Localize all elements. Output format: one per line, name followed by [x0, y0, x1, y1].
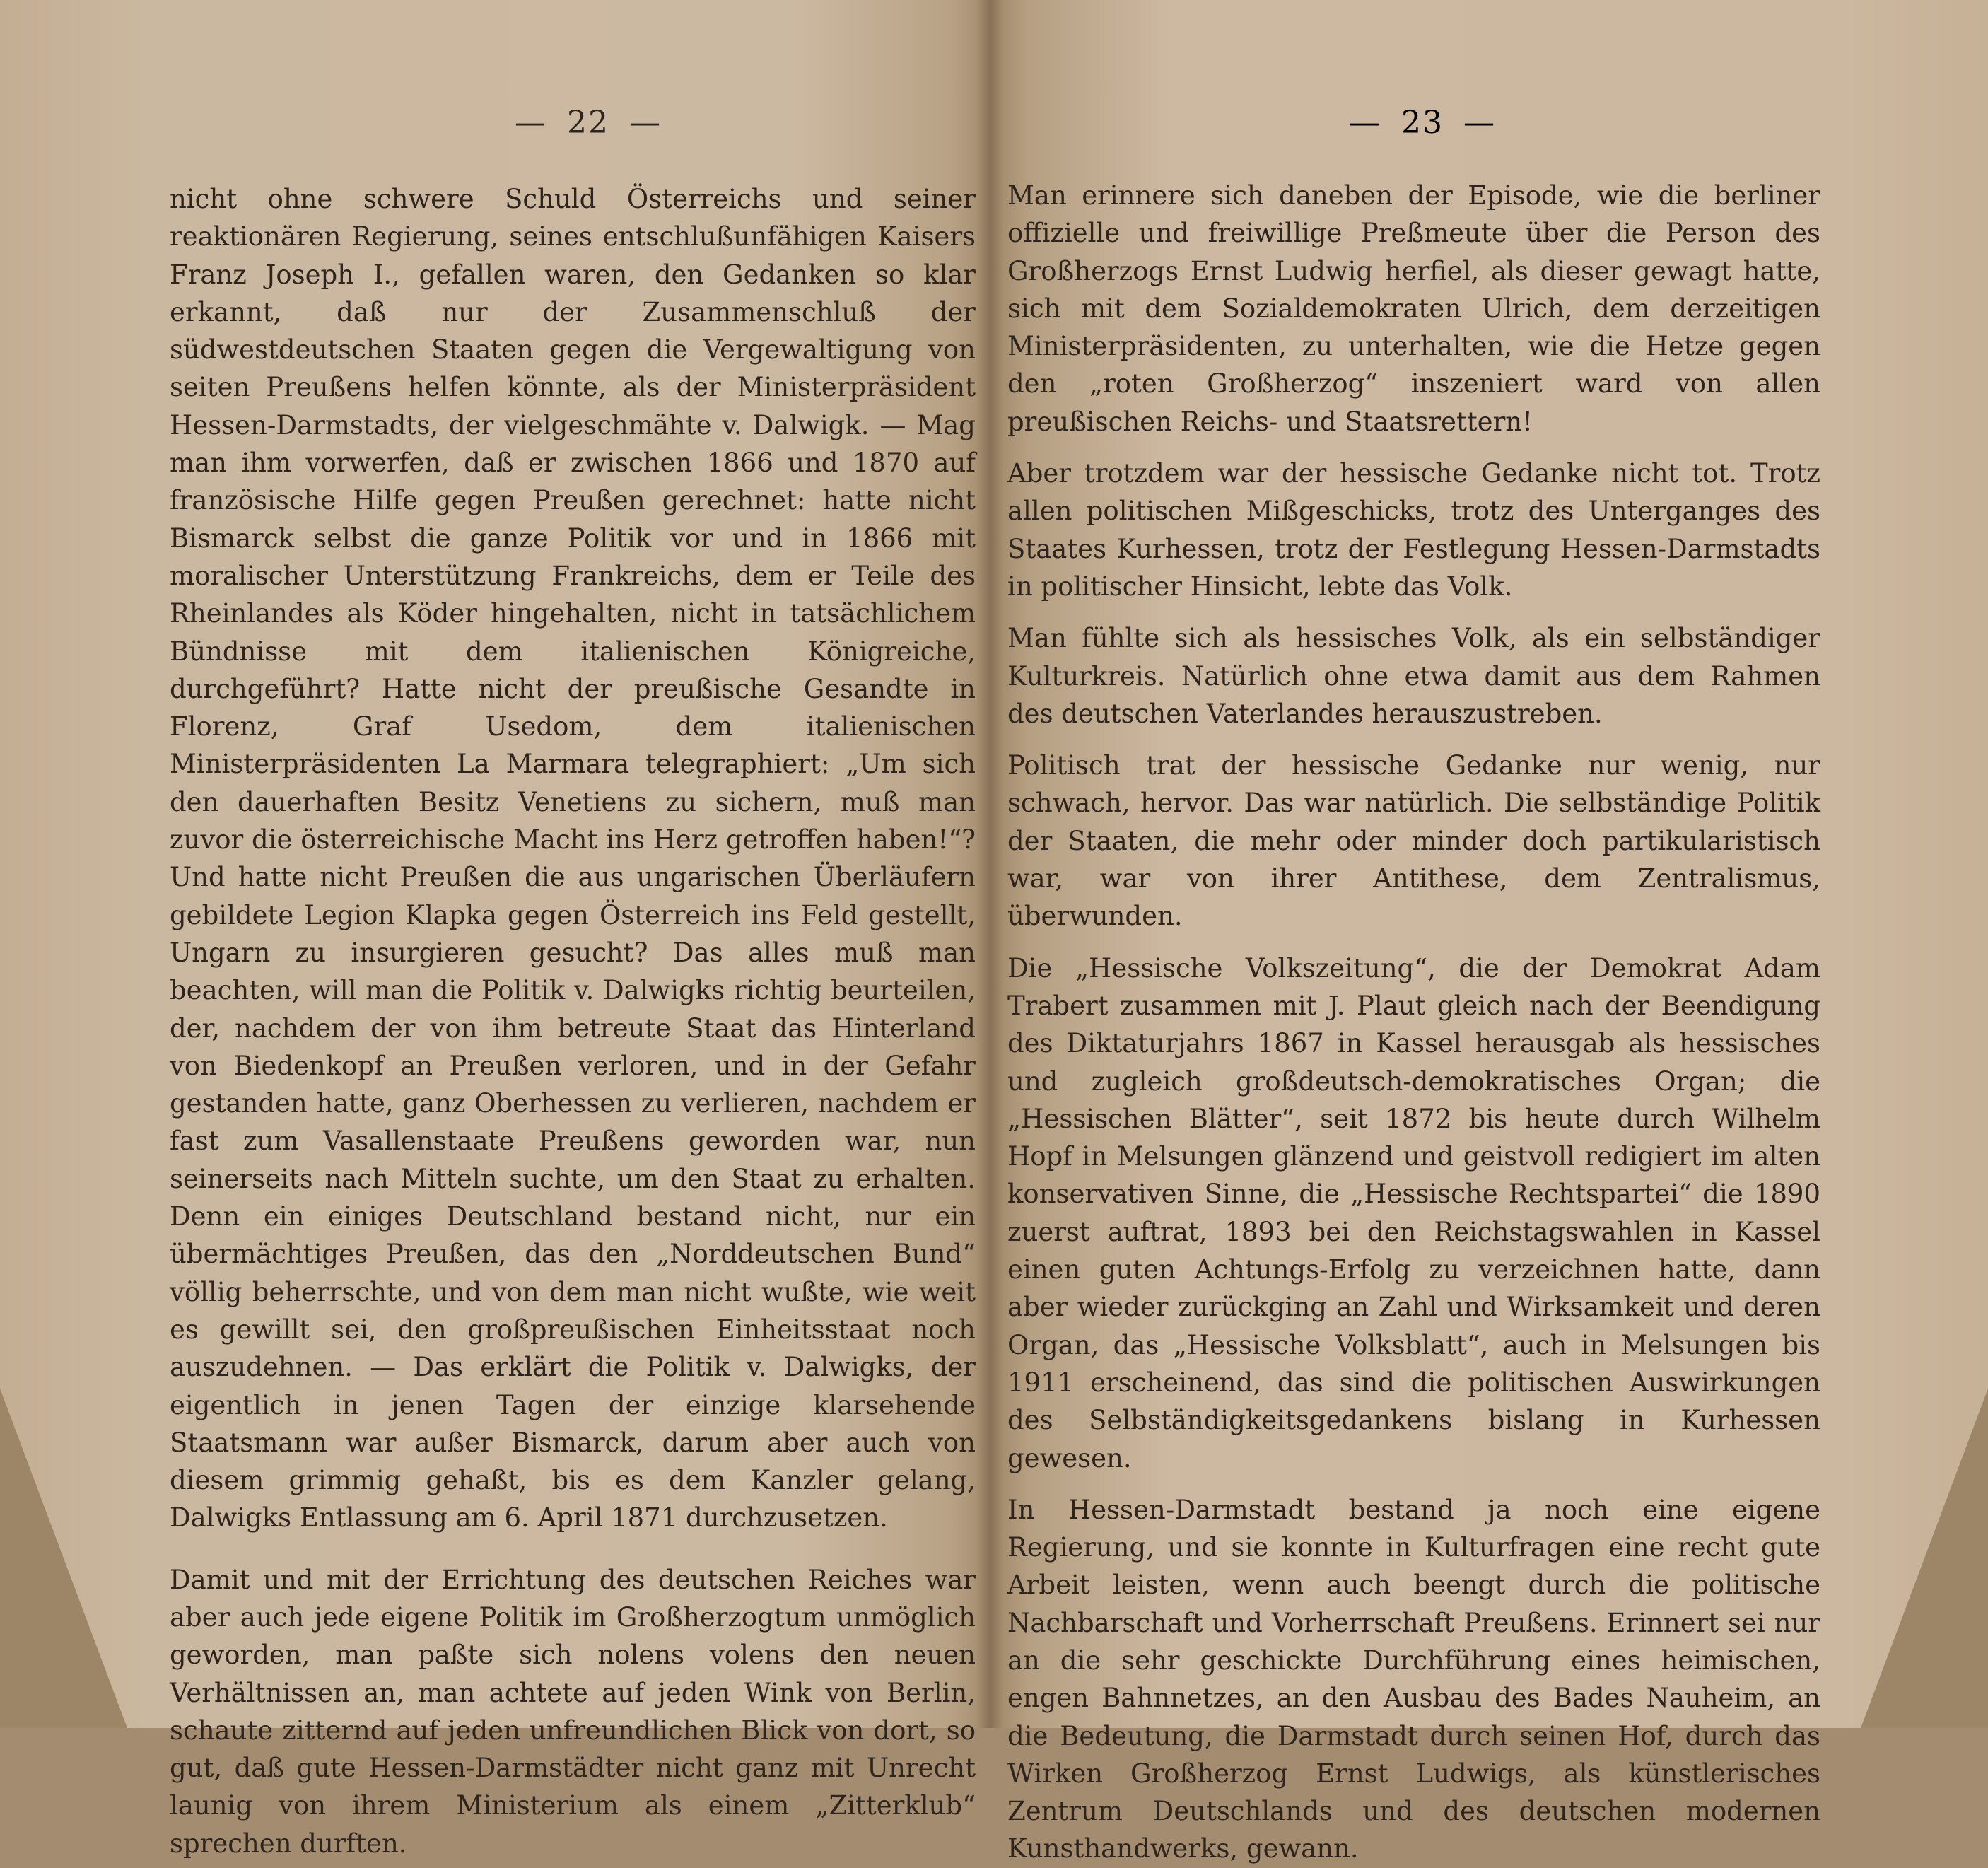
- paragraph: Die „Hessische Volkszeitung“, die der Demokrat Adam Trabert zusammen mit J. Plaut gleich nach der Beendigung des Diktaturjahrs 1867 in Kassel herausgab als hessisches und zugleich großdeutsch-demokratisches Organ; die „Hessischen Blätter“, seit 1872 bis heute durch Wilhelm Hopf in Melsungen glänzend und geistvoll redigiert im alten konservativen Sinne, die „Hessische Rechtspartei“ die 1890 zuerst auftrat, 1893 bei den Reichstagswahlen in Kassel einen guten Achtungs-Erfolg zu verzeichnen hatte, dann aber wieder zurückging an Zahl und Wirksamkeit und deren Organ, das „Hessische Volksblatt“, auch in Melsungen bis 1911 erscheinend, das sind die politischen Auswirkungen des Selbständigkeitsgedankens bislang in Kurhessen gewesen.: [1007, 952, 1820, 1473]
- book-gutter: [976, 0, 1004, 1728]
- left-page: [0, 0, 990, 1859]
- page-number-value: 22: [567, 105, 609, 141]
- right-page-text: [1007, 177, 1820, 1868]
- page-corner-shadow: [0, 1389, 127, 1728]
- paragraph: Aber trotzdem war der hessische Gedanke nicht tot. Trotz allen politischen Mißgeschicks, trotz des Unterganges des Staates Kurhessen, trotz der Festlegung Hessen-Darmstadts in politischer Hinsicht, lebte das Volk.: [1007, 458, 1820, 602]
- paragraph: In Hessen-Darmstadt bestand ja noch eine eigene Regierung, und sie konnte in Kulturfragen eine recht gute Arbeit leisten, wenn auch beengt durch die politische Nachbarschaft und Vorherrschaft Preußens. Erinnert sei nur an die sehr geschickte Durchführung eines heimischen, engen Bahnnetzes, an den Ausbau des Bades Nauheim, an die Bedeutung, die Darmstadt durch seinen Hof, durch das Wirken Großherzog Ernst Ludwigs, als künstlerisches Zentrum Deutschlands und des deutschen modernen Kunsthandwerks, gewann.: [1007, 1494, 1820, 1864]
- paragraph: nicht ohne schwere Schuld Österreichs und seiner reaktionären Regierung, seines entschlußunfähigen Kaisers Franz Joseph I., gefallen waren, den Gedanken so klar erkannt, daß nur der Zusammenschluß der südwestdeutschen Staaten gegen die Vergewaltigung von seiten Preußens helfen könnte, als der Ministerpräsident Hessen-Darmstadts, der vielgeschmähte v. Dalwigk. — Mag man ihm vorwerfen, daß er zwischen 1866 und 1870 auf französische Hilfe gegen Preußen gerechnet: hatte nicht Bismarck selbst die ganze Politik vor und in 1866 mit moralischer Unterstützung Frankreichs, dem er Teile des Rheinlandes als Köder hingehalten, nicht in tatsächlichem Bündnisse mit dem italienischen Königreiche, durchgeführt? Hatte nicht der preußische Gesandte in Florenz, Graf Usedom, dem italienischen Ministerpräsidenten La Marmara telegraphiert: „Um sich den dauerhaften Besitz Venetiens zu sichern, muß man zuvor die österreichische Macht ins Herz getroffen haben!“? Und hatte nicht Preußen die aus ungarischen Überläufern gebildete Legion Klapka gegen Österreich ins Feld gestellt, Ungarn zu insurgieren gesucht? Das alles muß man beachten, will man die Politik v. Dalwigks richtig beurteilen, der, nachdem der von ihm betreute Staat das Hinterland von Biedenkopf an Preußen verloren, und in der Gefahr gestanden hatte, ganz Oberhessen zu verlieren, nachdem er fast zum Vasallenstaate Preußens geworden war, nun seinerseits nach Mitteln suchte, um den Staat zu erhalten. Denn ein einiges Deutschland bestand nicht, nur ein übermächtiges Preußen, das den „Norddeutschen Bund“ völlig beherrschte, und von dem man nicht wußte, wie weit es gewillt sei, den großpreußischen Einheitsstaat noch auszudehnen. — Das erklärt die Politik v. Dalwigks, der eigentlich in jenen Tagen der einzige klarsehende Staatsmann war außer Bismarck, darum aber auch von diesem grimmig gehaßt, bis es dem Kanzler gelang, Dalwigks Entlassung am 6. April 1871 durchzusetzen.: [170, 184, 976, 1534]
- page-number-value: 23: [1401, 105, 1444, 141]
- paragraph: Damit und mit der Errichtung des deutschen Reiches war aber auch jede eigene Politik im Großherzogtum unmöglich geworden, man paßte sich nolens volens den neuen Verhältnissen an, man achtete auf jeden Wink von Berlin, schaute zitternd auf jeden unfreundlichen Blick von dort, so gut, daß gute Hessen-Darmstädter nicht ganz mit Unrecht launig von ihrem Ministerium als einem „Zitterklub“ sprechen durften.: [170, 1564, 976, 1859]
- paragraph: Man fühlte sich als hessisches Volk, als ein selbständiger Kulturkreis. Natürlich ohne etwa damit aus dem Rahmen des deutschen Vaterlandes herauszustreben.: [1007, 623, 1820, 729]
- right-page: [990, 0, 1988, 1864]
- paragraph: Politisch trat der hessische Gedanke nur wenig, nur schwach, hervor. Das war natürlich. Die selbständige Politik der Staaten, die mehr oder minder doch partikularistisch war, war von ihrer Antithese, dem Zentralismus, überwunden.: [1007, 750, 1820, 932]
- paragraph: Man erinnere sich daneben der Episode, wie die berliner offizielle und freiwillige Preßmeute über die Person des Großherzogs Ernst Ludwig herfiel, als dieser gewagt hatte, sich mit dem Sozialdemokraten Ulrich, dem derzeitigen Ministerpräsidenten, zu unterhalten, wie die Hetze gegen den „roten Großherzog“ inszeniert ward von allen preußischen Reichs- und Staatsrettern!: [1007, 180, 1820, 437]
- left-page-text: [170, 180, 976, 1862]
- page-corner-shadow: [1861, 1389, 1988, 1728]
- page-number-right: — 23 —: [1349, 105, 1496, 141]
- page-number-left: — 22 —: [515, 105, 662, 141]
